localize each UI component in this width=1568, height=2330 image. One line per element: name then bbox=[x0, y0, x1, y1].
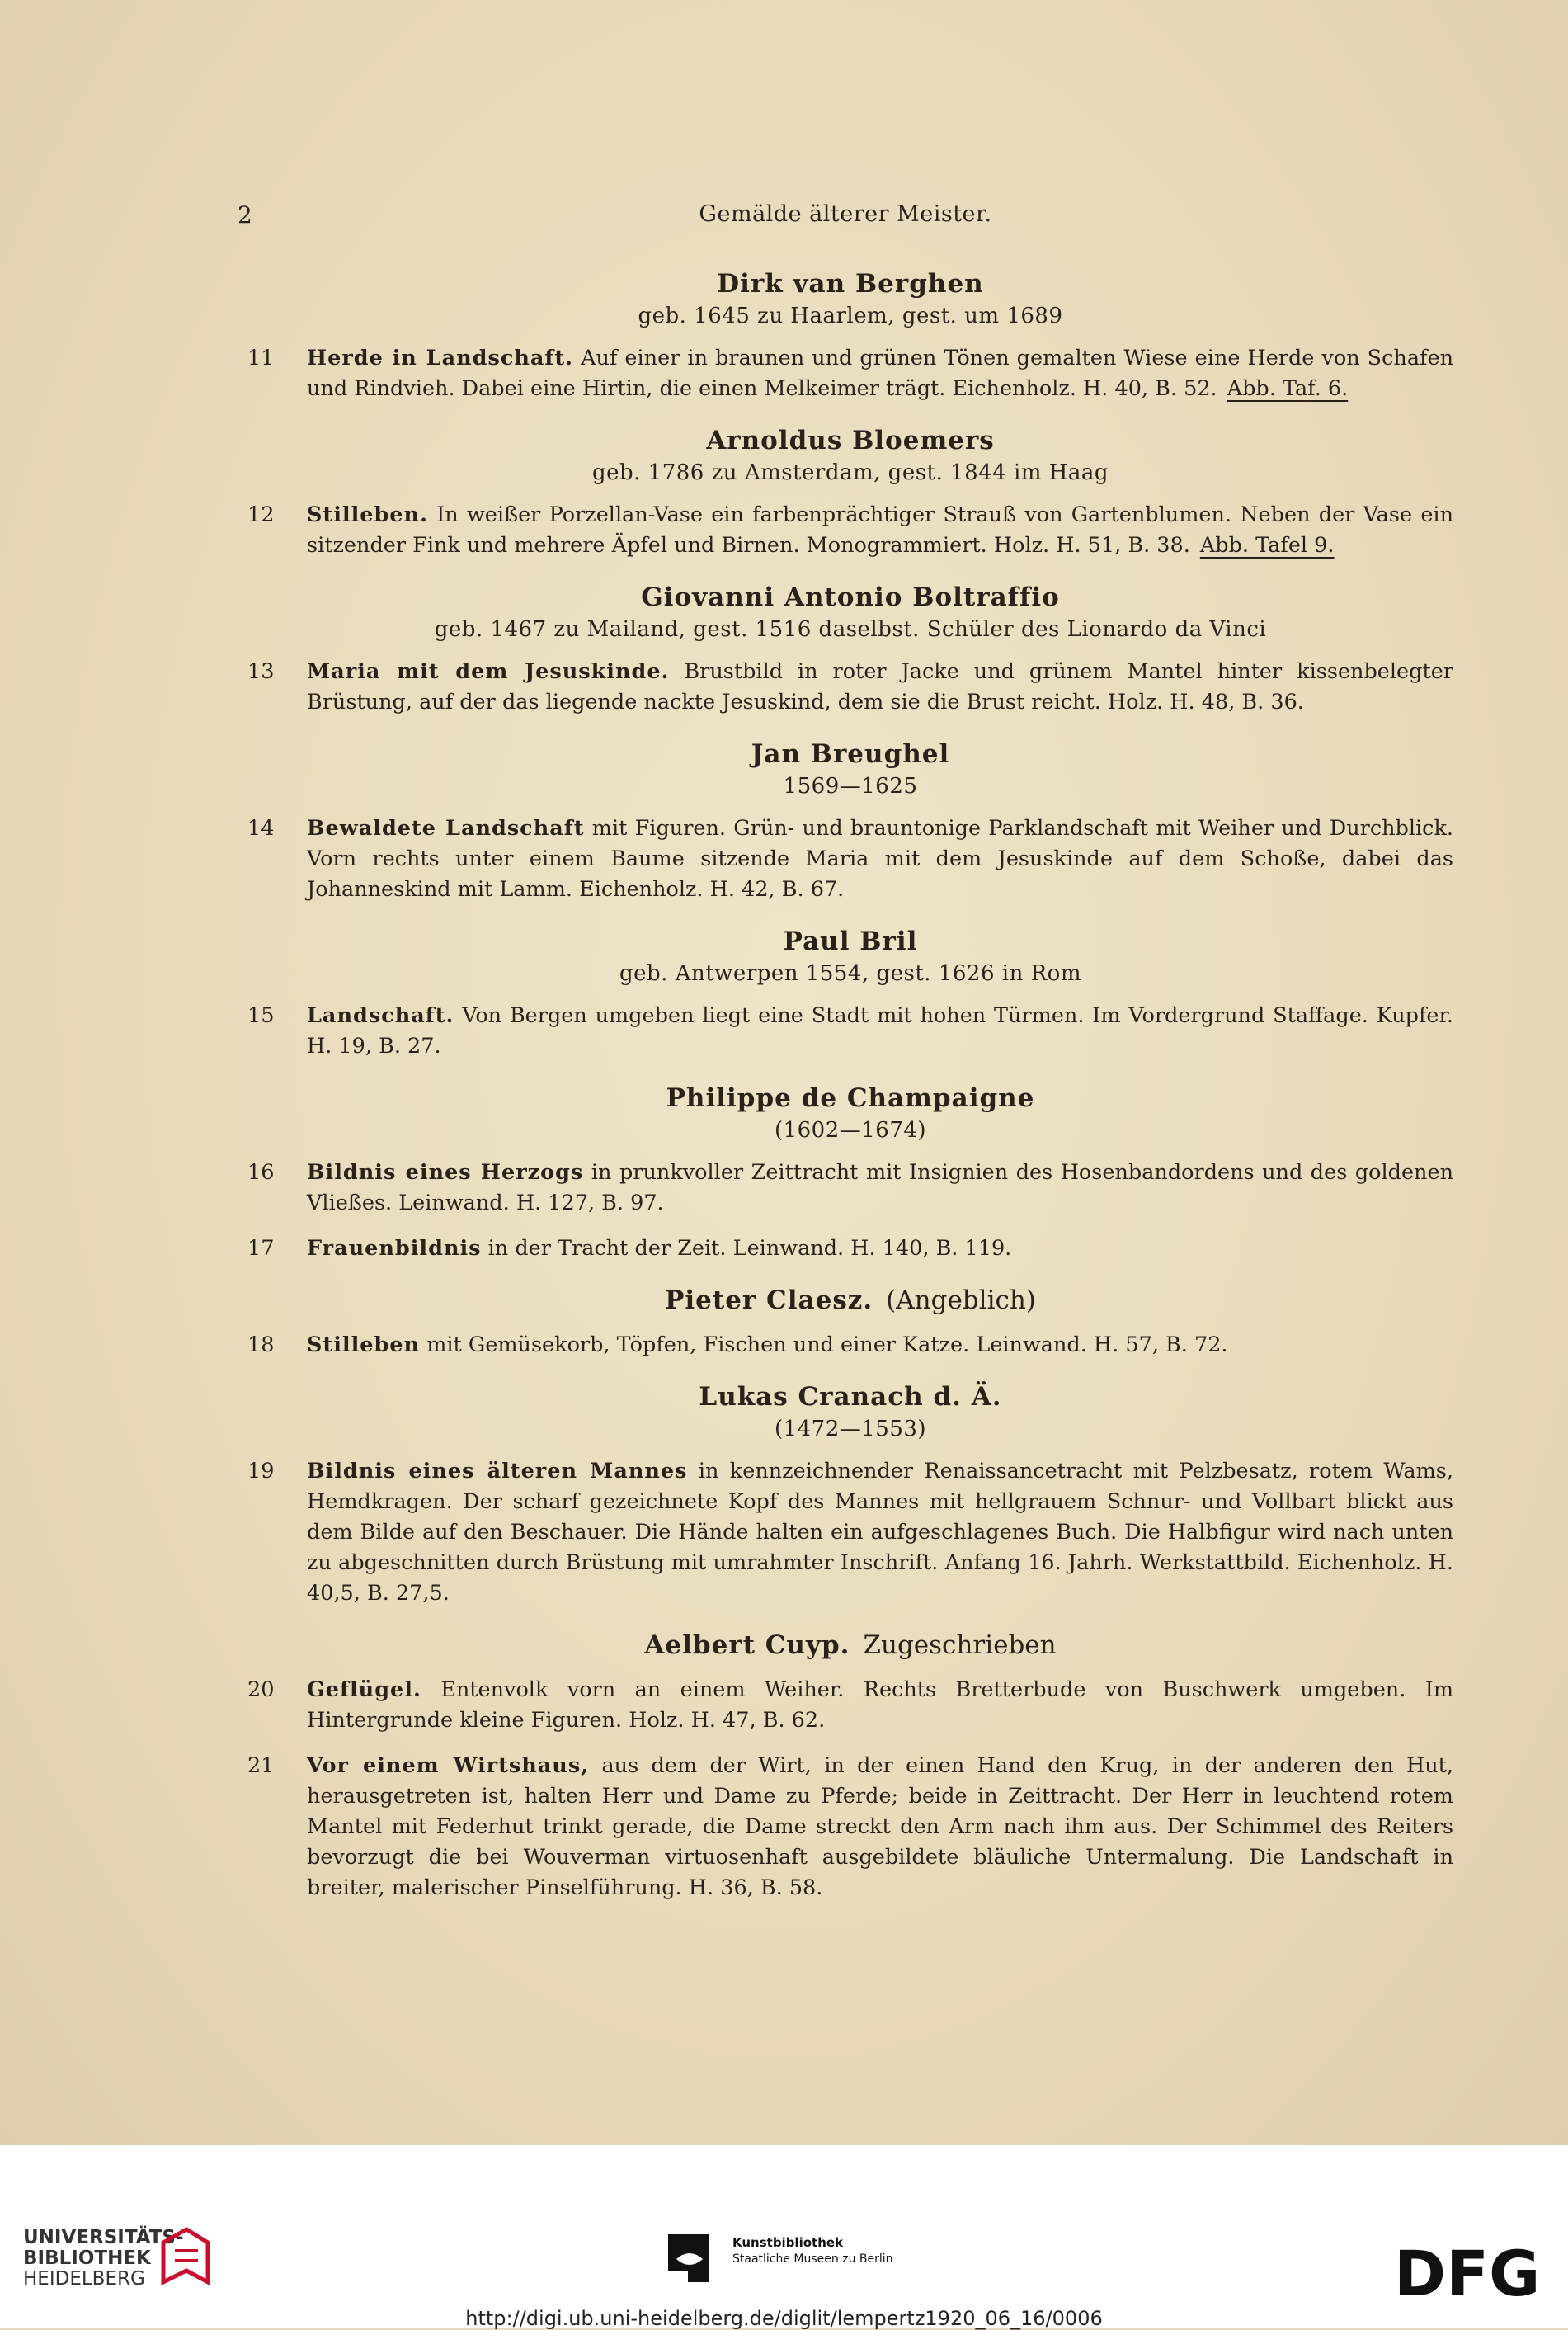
entry-body bbox=[307, 1158, 1453, 1219]
lot-number: 13 bbox=[247, 659, 275, 684]
artwork-title: Stilleben. bbox=[307, 502, 428, 527]
catalogue-entry bbox=[247, 1330, 1453, 1361]
artwork-description: in der Tracht der Zeit. Leinwand. H. 140, B. 119. bbox=[487, 1236, 1012, 1261]
lot-number: 14 bbox=[247, 816, 275, 841]
artwork-title: Stilleben bbox=[307, 1332, 421, 1357]
entry-body bbox=[307, 1751, 1453, 1903]
artist-heading bbox=[247, 739, 1453, 769]
artist-name: Paul Bril bbox=[783, 927, 918, 956]
artist-name: Arnoldus Bloemers bbox=[706, 426, 995, 455]
artist-life-dates: (1472—1553) bbox=[774, 1417, 927, 1441]
artist-name: Aelbert Cuyp. bbox=[644, 1630, 850, 1660]
lot-number: 16 bbox=[247, 1160, 275, 1185]
plate-reference: Abb. Tafel 9. bbox=[1199, 533, 1335, 558]
artist-life-dates: geb. Antwerpen 1554, gest. 1626 in Rom bbox=[619, 961, 1081, 986]
artist-heading bbox=[247, 269, 1453, 299]
catalogue-entry bbox=[247, 343, 1453, 404]
artist-heading bbox=[247, 1083, 1453, 1113]
running-head: Gemälde älterer Meister. bbox=[699, 201, 992, 227]
catalogue-entry bbox=[247, 500, 1453, 561]
artwork-title: Bildnis eines älteren Mannes bbox=[307, 1459, 688, 1483]
artist-name: Jan Breughel bbox=[751, 739, 950, 769]
artwork-description: Entenvolk vorn an einem Weiher. Rechts Bretterbude von Buschwerk umgeben. Im Hintergrunde kleine Figuren. Holz. H. 47, B. 62. bbox=[307, 1677, 1453, 1733]
artist-heading bbox=[247, 927, 1453, 956]
artwork-title: Bewaldete Landschaft bbox=[307, 816, 585, 841]
lot-number: 17 bbox=[247, 1236, 275, 1261]
artwork-description: in prunkvoller Zeittracht mit Insignien des Hosenbandordens und des goldenen Vließes. Leinwand. H. 127, B. 97. bbox=[307, 1160, 1453, 1215]
lot-number: 15 bbox=[247, 1003, 275, 1028]
artwork-description: In weißer Porzellan-Vase ein farbenprächtiger Strauß von Gartenblumen. Neben der Vase ein sitzender Fink und mehrere Äpfel und Birnen. Monogrammiert. Holz. H. 51, B. 38. bbox=[307, 502, 1453, 558]
artist-heading bbox=[247, 426, 1453, 455]
catalogue-entry bbox=[247, 1233, 1453, 1264]
catalogue-entry bbox=[247, 1675, 1453, 1736]
plate-reference: Abb. Taf. 6. bbox=[1227, 376, 1349, 401]
artwork-title: Herde in Landschaft. bbox=[307, 346, 574, 370]
artist-life-dates: 1569—1625 bbox=[783, 774, 918, 799]
ub-logo-line: HEIDELBERG bbox=[23, 2268, 145, 2290]
artwork-description: mit Gemüsekorb, Töpfen, Fischen und einer Katze. Leinwand. H. 57, B. 72. bbox=[426, 1332, 1228, 1357]
artist-attribution-note: (Angeblich) bbox=[886, 1285, 1036, 1315]
kb-subtitle: Staatliche Museen zu Berlin bbox=[732, 2252, 893, 2266]
kunstbibliothek-logo[interactable] bbox=[668, 2234, 893, 2282]
ub-logo-line: BIBLIOTHEK bbox=[23, 2247, 151, 2269]
kb-name: Kunstbibliothek bbox=[732, 2235, 844, 2250]
kunstbibliothek-mark-icon bbox=[668, 2234, 709, 2282]
catalogue-entry bbox=[247, 1158, 1453, 1219]
entry-body bbox=[307, 343, 1453, 404]
catalogue-content bbox=[247, 248, 1453, 1903]
artwork-title: Maria mit dem Jesuskinde. bbox=[307, 659, 670, 684]
entry-body bbox=[307, 657, 1453, 718]
artist-life-dates: geb. 1467 zu Mailand, gest. 1516 daselbst. Schüler des Lionardo da Vinci bbox=[434, 617, 1267, 642]
catalogue-entry bbox=[247, 1001, 1453, 1062]
lot-number: 21 bbox=[247, 1753, 275, 1778]
artwork-description: Brustbild in roter Jacke und grünem Mantel hinter kissenbelegter Brüstung, auf der das liegende nackte Jesuskind, dem sie die Brust reicht. Holz. H. 48, B. 36. bbox=[307, 659, 1453, 715]
entry-body bbox=[307, 814, 1453, 905]
artist-heading bbox=[247, 582, 1453, 612]
lot-number: 11 bbox=[247, 346, 275, 370]
artist-life-dates: (1602—1674) bbox=[774, 1118, 927, 1143]
entry-body bbox=[307, 1233, 1453, 1264]
artwork-title: Vor einem Wirtshaus, bbox=[307, 1753, 590, 1778]
ub-logo-line: UNIVERSITÄTS- bbox=[23, 2227, 184, 2248]
artwork-title: Frauenbildnis bbox=[307, 1236, 482, 1261]
lot-number: 20 bbox=[247, 1677, 275, 1702]
artist-name: Pieter Claesz. bbox=[665, 1285, 873, 1315]
entry-body bbox=[307, 1001, 1453, 1062]
lot-number: 12 bbox=[247, 502, 275, 527]
artwork-description: Von Bergen umgeben liegt eine Stadt mit hohen Türmen. Im Vordergrund Staffage. Kupfer. H. 19, B. 27. bbox=[307, 1003, 1453, 1059]
page-number: 2 bbox=[238, 201, 252, 229]
artist-name: Philippe de Champaigne bbox=[666, 1083, 1035, 1113]
entry-body bbox=[307, 500, 1453, 561]
artist-name: Giovanni Antonio Boltraffio bbox=[641, 582, 1060, 612]
artwork-title: Landschaft. bbox=[307, 1003, 454, 1028]
artist-attribution-note: Zugeschrieben bbox=[863, 1630, 1057, 1660]
dfg-logo-text: DFG bbox=[1394, 2241, 1541, 2304]
artist-name: Lukas Cranach d. Ä. bbox=[699, 1382, 1002, 1412]
dfg-logo[interactable] bbox=[1394, 2241, 1542, 2304]
lot-number: 18 bbox=[247, 1332, 275, 1357]
artwork-description: in kennzeichnender Renaissancetracht mit Pelzbesatz, rotem Wams, Hemdkragen. Der scharf gezeichnete Kopf des Mannes mit hellgrauem Schnur- und Vollbart blickt aus dem Bilde auf den Beschauer. Die Hände halten ein aufgeschlagenes Buch. Die Halbfigur wird nach unten zu abgeschnitten durch Brüstung mit umrahmter Inschrift. Anfang 16. Jahrh. Werkstattbild. Eichenholz. H. 40,5, B. 27,5. bbox=[307, 1459, 1453, 1606]
entry-body bbox=[307, 1675, 1453, 1736]
entry-body bbox=[307, 1456, 1453, 1609]
artist-heading bbox=[247, 1285, 1453, 1315]
artist-heading bbox=[247, 1630, 1453, 1660]
artwork-title: Bildnis eines Herzogs bbox=[307, 1160, 584, 1185]
artwork-description: Auf einer in braunen und grünen Tönen gemalten Wiese eine Herde von Schafen und Rindvieh. Dabei eine Hirtin, die einen Melkeimer trägt. Eichenholz. H. 40, B. 52. bbox=[307, 346, 1453, 401]
lot-number: 19 bbox=[247, 1459, 275, 1483]
footer bbox=[0, 2145, 1568, 2328]
artist-life-dates: geb. 1786 zu Amsterdam, gest. 1844 im Haag bbox=[591, 460, 1109, 485]
artwork-title: Geflügel. bbox=[307, 1677, 421, 1702]
catalogue-entry bbox=[247, 1456, 1453, 1609]
source-url[interactable]: http://digi.ub.uni-heidelberg.de/diglit/lempertz1920_06_16/0006 bbox=[465, 2307, 1103, 2330]
artist-heading bbox=[247, 1382, 1453, 1412]
catalogue-entry bbox=[247, 1751, 1453, 1903]
artist-life-dates: geb. 1645 zu Haarlem, gest. um 1689 bbox=[638, 304, 1063, 328]
catalogue-entry bbox=[247, 814, 1453, 905]
artist-name: Dirk van Berghen bbox=[717, 269, 984, 299]
ub-logo-mark-icon bbox=[157, 2224, 214, 2289]
artwork-description: aus dem der Wirt, in der einen Hand den Krug, in der anderen den Hut, herausgetreten ist, halten Herr und Dame zu Pferde; beide in Zeittracht. Der Herr in leuchtend rotem Mantel mit Federhut trinkt gerade, die Dame streckt den Arm nach ihm aus. Der Schimmel des Reiters bevorzugt die bei Wouverman virtuosenhaft ausgebildete bläuliche Untermalung. Die Landschaft in breiter, malerischer Pinselführung. H. 36, B. 58. bbox=[307, 1753, 1453, 1900]
artwork-description: mit Figuren. Grün- und brauntonige Parklandschaft mit Weiher und Durchblick. Vorn rechts unter einem Baume sitzende Maria mit dem Jesuskinde auf dem Schoße, dabei das Johanneskind mit Lamm. Eichenholz. H. 42, B. 67. bbox=[307, 816, 1454, 902]
catalogue-entry bbox=[247, 657, 1453, 718]
entry-body bbox=[307, 1330, 1453, 1361]
